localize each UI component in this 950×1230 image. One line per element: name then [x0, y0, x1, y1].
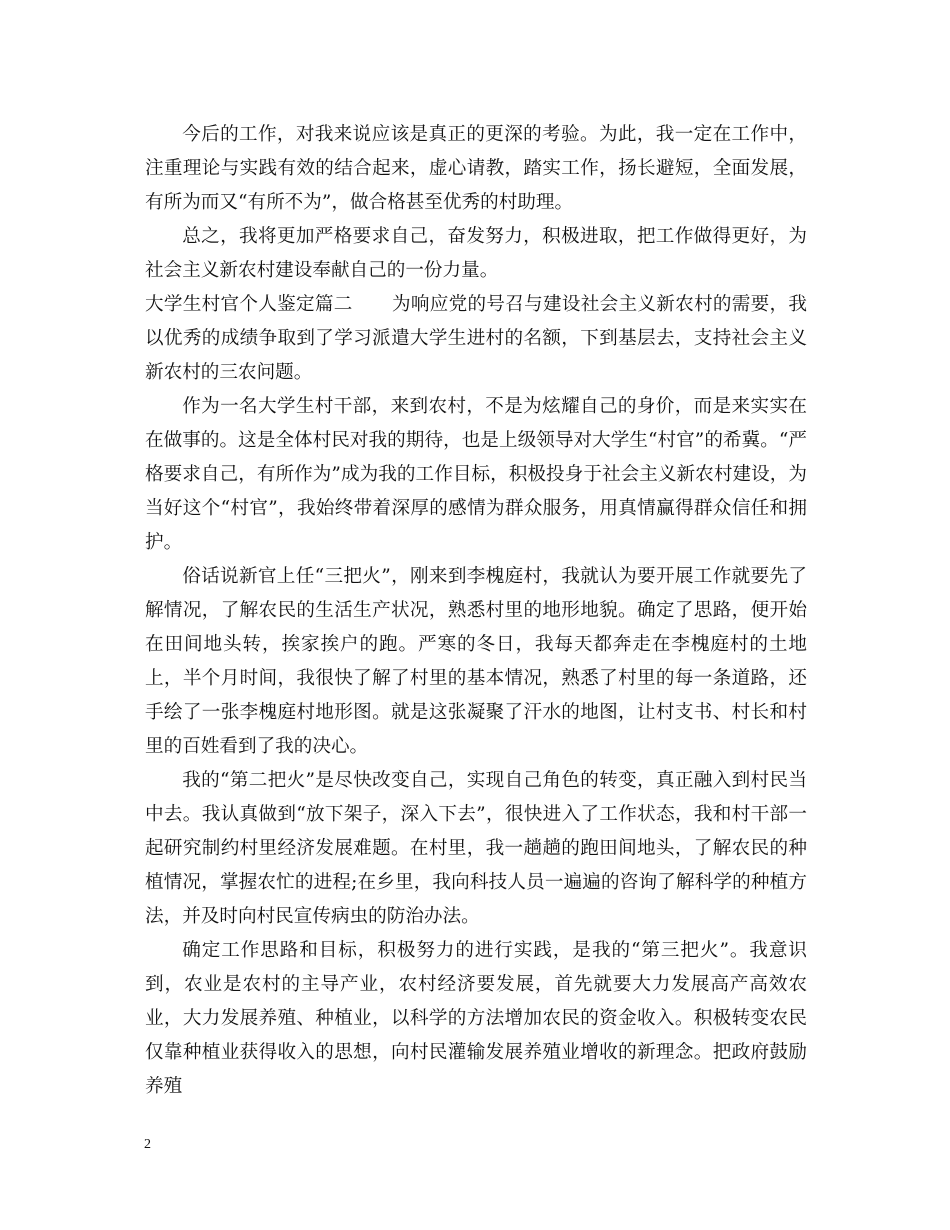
paragraph-future-work: 今后的工作，对我来说应该是真正的更深的考验。为此，我一定在工作中，注重理论与实践有效的结合起来，虚心请教，踏实工作，扬长避短，全面发展，有所为而又“有所不为”，做合格甚至优秀的村助理。 — [145, 124, 807, 213]
page-number: 2 — [144, 1137, 151, 1152]
document-body — [145, 118, 807, 1104]
paragraph-section-two-intro — [145, 288, 807, 390]
paragraph-first-fire: 俗话说新官上任“三把火”，刚来到李槐庭村，我就认为要开展工作就要先了解情况，了解农民的生活生产状况，熟悉村里的地形地貌。确定了思路，便开始在田间地头转，挨家挨户的跑。严寒的冬日，我每天都奔走在李槐庭村的土地上，半个月时间，我很快了解了村里的基本情况，熟悉了村里的每一条道路，还手绘了一张李槐庭村地形图。就是这张凝聚了汗水的地图，让村支书、村长和村里的百姓看到了我的决心。 — [145, 566, 807, 757]
section-intro-text: 为响应党的号召与建设社会主义新农村的需要，我以优秀的成绩争取到了学习派遣大学生进村的名额，下到基层去，支持社会主义新农村的三农问题。 — [145, 294, 807, 383]
paragraph-second-fire: 我的“第二把火”是尽快改变自己，实现自己角色的转变，真正融入到村民当中去。我认真做到“放下架子，深入下去”，很快进入了工作状态，我和村干部一起研究制约村里经济发展难题。在村里，我一趟趟的跑田间地头，了解农民的种植情况，掌握农忙的进程;在乡里，我向科技人员一遍遍的咨询了解科学的种植方法，并及时向村民宣传病虫的防治办法。 — [145, 770, 807, 927]
paragraph-conclusion: 总之，我将更加严格要求自己，奋发努力，积极进取，把工作做得更好，为社会主义新农村建设奉献自己的一份力量。 — [145, 226, 807, 281]
paragraph-third-fire: 确定工作思路和目标，积极努力的进行实践，是我的“第三把火”。我意识到，农业是农村的主导产业，农村经济要发展，首先就要大力发展高产高效农业，大力发展养殖、种植业，以科学的方法增加农民的资金收入。积极转变农民仅靠种植业获得收入的思想，向村民灌输发展养殖业增收的新理念。把政府鼓励养殖 — [145, 940, 807, 1097]
paragraph-role: 作为一名大学生村干部，来到农村，不是为炫耀自己的身价，而是来实实在在做事的。这是全体村民对我的期待，也是上级领导对大学生“村官”的希冀。“严格要求自己，有所作为”成为我的工作目标，积极投身于社会主义新农村建设，为当好这个“村官”，我始终带着深厚的感情为群众服务，用真情赢得群众信任和拥护。 — [145, 396, 807, 553]
section-heading: 大学生村官个人鉴定篇二 — [145, 294, 353, 315]
